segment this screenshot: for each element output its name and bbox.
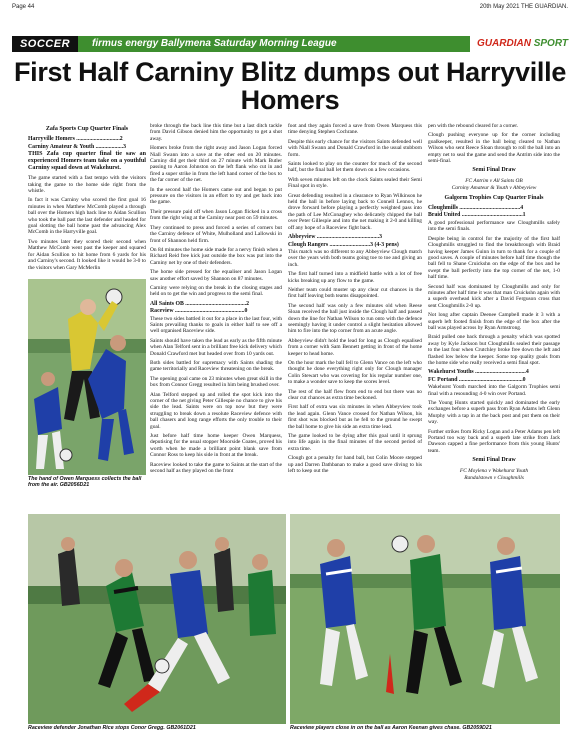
paragraph: The Young Hunts started quickly and dominated the early exchanges before a superb pass from Ryan Adams left Glenn Murphy with a tap in at the back post and put them on their way. xyxy=(428,400,560,426)
paragraph: Saints looked to play on the counter for much of the second half, but the final ball let them down on a few occasions. xyxy=(288,161,422,174)
brand-logo: GUARDIAN SPORT xyxy=(470,36,568,52)
result-line: Braid United ..........................................1 xyxy=(428,212,526,219)
section-band xyxy=(12,36,568,52)
paragraph: The game looked to be dying after this goal until it sprung into life again in the final minutes of the second period of extra time. xyxy=(288,433,422,452)
paragraph: The home side pressed for the equaliser and Jason Logan saw another effort saved by Shannon on 87 minutes. xyxy=(150,269,282,282)
fixture-line: FC Moylena v Wakehurst Youth xyxy=(459,467,529,474)
paragraph: Clough pushing everyone up for the corner including goalkeeper, resulted in the ball being cleared to Nathan Wilson who sent Reece Sloan through to roll the ball into an empty net to seal the game and send the Antrim side into the semi-final. xyxy=(428,132,560,165)
photo-close-in xyxy=(290,514,560,724)
photo-caption: Raceview players close in on the ball as Aaron Keenan gives chase. GB2059D21 xyxy=(290,725,492,731)
headline: First Half Carniny Blitz dumps out Harryville Homers xyxy=(13,57,567,115)
paragraph: The game started with a fast tempo with the visitors taking the game to the home side right from the whistle. xyxy=(28,175,146,195)
paragraph: Both sides battled for supremacy with Saints shading the game territorially and Raceview threatening on the break. xyxy=(150,360,282,373)
paragraph: This match was no different to any Abbeyview Clough match over the years with both teams going toe to toe and giving an inch. xyxy=(288,248,422,268)
paragraph: Wakehurst Youth marched into the Galgorm Trophies semi final with a resounding 4-0 win over Portand. xyxy=(428,384,560,397)
result-line: All Saints OB ..........................................2 xyxy=(150,300,250,307)
paragraph: On 84 minutes the home side made for a nervy finish when a Richard Reid free kick just outside the box was put into the Carniny net by one of their defenders. xyxy=(150,246,282,266)
paragraph: Further strikes from Ricky Logan and a Peter Adams pen left Portand too way back and a superb late strike from Jack Dawson capped a fine performance from this young Hunts' team. xyxy=(428,428,560,454)
result-line: Harryville Homers ..............................2 xyxy=(28,136,123,143)
paragraph: foot and they again forced a save from Owen Marquess this time denying Stephen Cochrane. xyxy=(288,123,422,136)
league-title: firmus energy Ballymena Saturday Morning League xyxy=(92,38,337,49)
photo-goalkeeper xyxy=(28,279,146,475)
photo-tackle xyxy=(28,514,286,724)
paragraph: They continued to press and forced a series of corners but the Carniny defence of White, Mulholland and Lallowski in front of Shannon held firm. xyxy=(150,224,282,244)
fixture-line: FC Antrim v All Saints OB xyxy=(465,177,523,184)
paragraph: A good professional performance saw Cloughmills safely into the semi finals. xyxy=(428,219,560,233)
column-4 xyxy=(428,123,560,511)
folio-line xyxy=(12,4,568,14)
paragraph: Two minutes later they scored their second when Matthew McComb went past the keeper and squared for Aidan Scullion to hit home from 6 yards for his and Carniny's second. It looked like it would be 3-0 to the visitors when Gary McMerlin xyxy=(28,238,146,271)
paragraph: On the hour mark the ball fell to Glenn Vance on the left who thought he done everything right only for Clough manager Colin Stewart who was covering for his regular number one, to make a wonder save to keep the scores level. xyxy=(288,360,422,386)
paragraph: Despite this early chance for the visitors Saints defended well with Niall Swann and Donald Crawford in the usual stubborn form. xyxy=(288,138,422,158)
paragraph: Homers broke from the right away and Jason Logan forced Niall Swann into a save at the other end on 20 minutes. Carniny did get their third on 27 minute with Mark Butler passing to Aaron Johnston on the left flank who cut in and fired a super strike in from the left hand corner of the box to the far corner of the net. xyxy=(150,145,282,184)
column-2 xyxy=(150,123,282,511)
paragraph: Great defending resulted in a clearance to Ryan Wilkinson he held the ball in before laying back to Connell Lennox, he drove forward before playing a perfectly weighted pass into the path of Lee McConaghey who delicately chipped the ball over Peter Gillespie and into the net making it 2-0 and killing off any hope of a Raceview fight back. xyxy=(288,192,422,231)
paragraph: The rest of the half flew from end to end but there was no clear cut chances as extra time beckoned. xyxy=(288,388,422,402)
paragraph: In the second half the Homers came out and began to put pressure on the visitors in an effort to try and get back into the game. xyxy=(150,186,282,206)
paragraph: In fact it was Carniny who scored the first goal 16 minutes in when Matthew McComb played a through ball over the Homers high back line to Aidan Scullion who took the ball past the last defender and headed for goal slotting the ball home past the advancing Alex McComb in the Harryville goal. xyxy=(28,197,146,236)
competition-subhead: Galgorm Trophies Cup Quarter Finals xyxy=(444,194,544,201)
paragraph: Saints should have taken the lead as early as the fifth minute when Alan Telford sent in a brilliant free kick delivery which Donald Crawford met but headed over from 10 yards out. xyxy=(150,337,282,357)
paragraph: With seven minutes left on the clock Saints sealed their Semi Final spot in style. xyxy=(288,176,422,190)
lead-paragraph: THIS Zafa cup quarter final tie saw an experienced Homers team take on a youthful Carniny squad down at Wakehurst. xyxy=(28,151,146,172)
result-line: Cloughmills ..........................................4 xyxy=(428,205,524,212)
paragraph: Neither team could muster up any clear cut chances in the first half leaving both teams disappointed. xyxy=(288,286,422,300)
paragraph: Second half was dominated by Cloughmills and only for minutes after half time it was that man Cruickshn again with a superb overhead kick after a David Ferguson cross that sent Cloughmills 2-0 up. xyxy=(428,283,560,309)
fixture-line: Randalstown v Cloughmills xyxy=(464,475,524,482)
paragraph: Braid pulled one back through a penalty which was spotted away by Kyle Jackson but Cloughmills sealed their passage to the last four when Crutchley broke free down the left and flashed low below the keeper. Some top quality goals from the home side who really received a semi final spot. xyxy=(428,334,560,366)
column-3 xyxy=(288,123,422,511)
paragraph: Despite being in control for the majority of the first half Cloughmills struggled to find the breakthrough with Braid having keeper James Guinn in turn to thank for a couple of good saves. A couple of minutes before half time though the ball fell to Shane Cruickshn on the edge of the box and he swept the ball perfectly into the top corner of the net, 1-0 half time. xyxy=(428,235,560,281)
page-number: Page 44 xyxy=(12,4,35,10)
paragraph: The opening goal came on 23 minutes when great skill in the box from Connor Gregg resulted in him being brushed over. xyxy=(150,375,282,389)
competition-subhead: Zafa Sports Cup Quarter Finals xyxy=(45,126,129,132)
paragraph: broke through the back line this time but a last ditch tackle from David Gibson denied him the opportunity to get a shot away. xyxy=(150,123,282,142)
paragraph: pen with the rebound cleared for a corner. xyxy=(428,123,519,129)
fixture-line: Carniny Amateur & Youth v Abbeyview xyxy=(451,185,537,192)
paragraph: The first half turned into a midfield battle with a lot of free kicks breaking up any flow to the game. xyxy=(288,271,422,284)
paragraph: Alan Telford stepped up and rolled the spot kick into the corner of the net giving Peter Gillespie no chance to give his side the lead. Saints were on top now but they were struggling to break down a resolute Raceview defence with ball chasers and long range efforts the only trouble to their goal. xyxy=(150,391,282,430)
paragraph: Raceview looked to take the game to Saints at the start of the second half as they played on the front xyxy=(150,461,282,475)
paragraph: The second half was only a few minutes old when Reese Sloan received the ball just inside the Clough half and passed down the line for Nathan Wilson to run onto with the defence seemingly having it under control a slight hesitation allowed him to fire into the top corner from an acute angle. xyxy=(288,302,422,335)
paragraph: Abbeyview didn't hold the lead for long as Clough equalised from a corner with Sam Bennett getting in front of the home keeper to head home. xyxy=(288,337,422,357)
semi-final-draw-heading: Semi Final Draw xyxy=(472,167,516,174)
paragraph: These two sides battled it out for a place in the last four, with Saints prevailing thanks to goals in either half to see off a well organised Raceview side. xyxy=(150,315,282,335)
column-1 xyxy=(28,123,146,271)
paragraph: First half of extra was six minutes in when Abbeyview took the lead again. Glenn Vance crossed for Nathan Wilson, his first shot was blocked but as he fell to the ground he swept the ball home to give his side an extra time lead. xyxy=(288,404,422,430)
paragraph: Just before half time home keeper Owen Marquess, deputising for the usual stopper Moorside Coates, proved his worth when he made a brilliant point blank save from Connor Ross to keep his side in front at the break. xyxy=(150,433,282,459)
result-line: Clough Rangers ............................3 (4-3 pens) xyxy=(288,241,399,248)
paragraph: Clough got a penalty for hand ball, but Colin Moore stepped up and Darren Dathbanan to make a good save diving to his left to keep out the xyxy=(288,455,422,475)
paragraph: Their pressure paid off when Jason Logan flicked in a cross from the right wing at the Carniny near post on 59 minutes. xyxy=(150,208,282,222)
result-line: FC Portand ............................................0 xyxy=(428,376,526,383)
semi-final-draw-heading: Semi Final Draw xyxy=(472,457,516,464)
result-line: Wakehurst Youths ...................................4 xyxy=(428,369,529,376)
paragraph: Not long after captain Deenee Campbell made it 3 with a superb left footed finish from the edge of the box after the ball was played across by Ryan Armstrong. xyxy=(428,312,560,331)
result-line: Carniny Amateur & Youth ...................3 xyxy=(28,143,127,150)
result-line: Raceview ................................................0 xyxy=(150,308,248,315)
issue-date: 20th May 2021 THE GUARDIAN. xyxy=(479,4,568,10)
photo-caption: The hand of Owen Marquess collects the ball from the air. GB2056D21 xyxy=(28,476,142,489)
photo-caption: Raceview defender Jonathan Rice stops Conor Gregg. GB2061D21 xyxy=(28,725,196,731)
result-line: Abbeyview ...........................................3 xyxy=(288,234,383,241)
section-label: SOCCER xyxy=(12,36,78,52)
paragraph: Carniny were relying on the break in the closing stages and held on to get the win and progress to the semi final. xyxy=(150,284,282,298)
